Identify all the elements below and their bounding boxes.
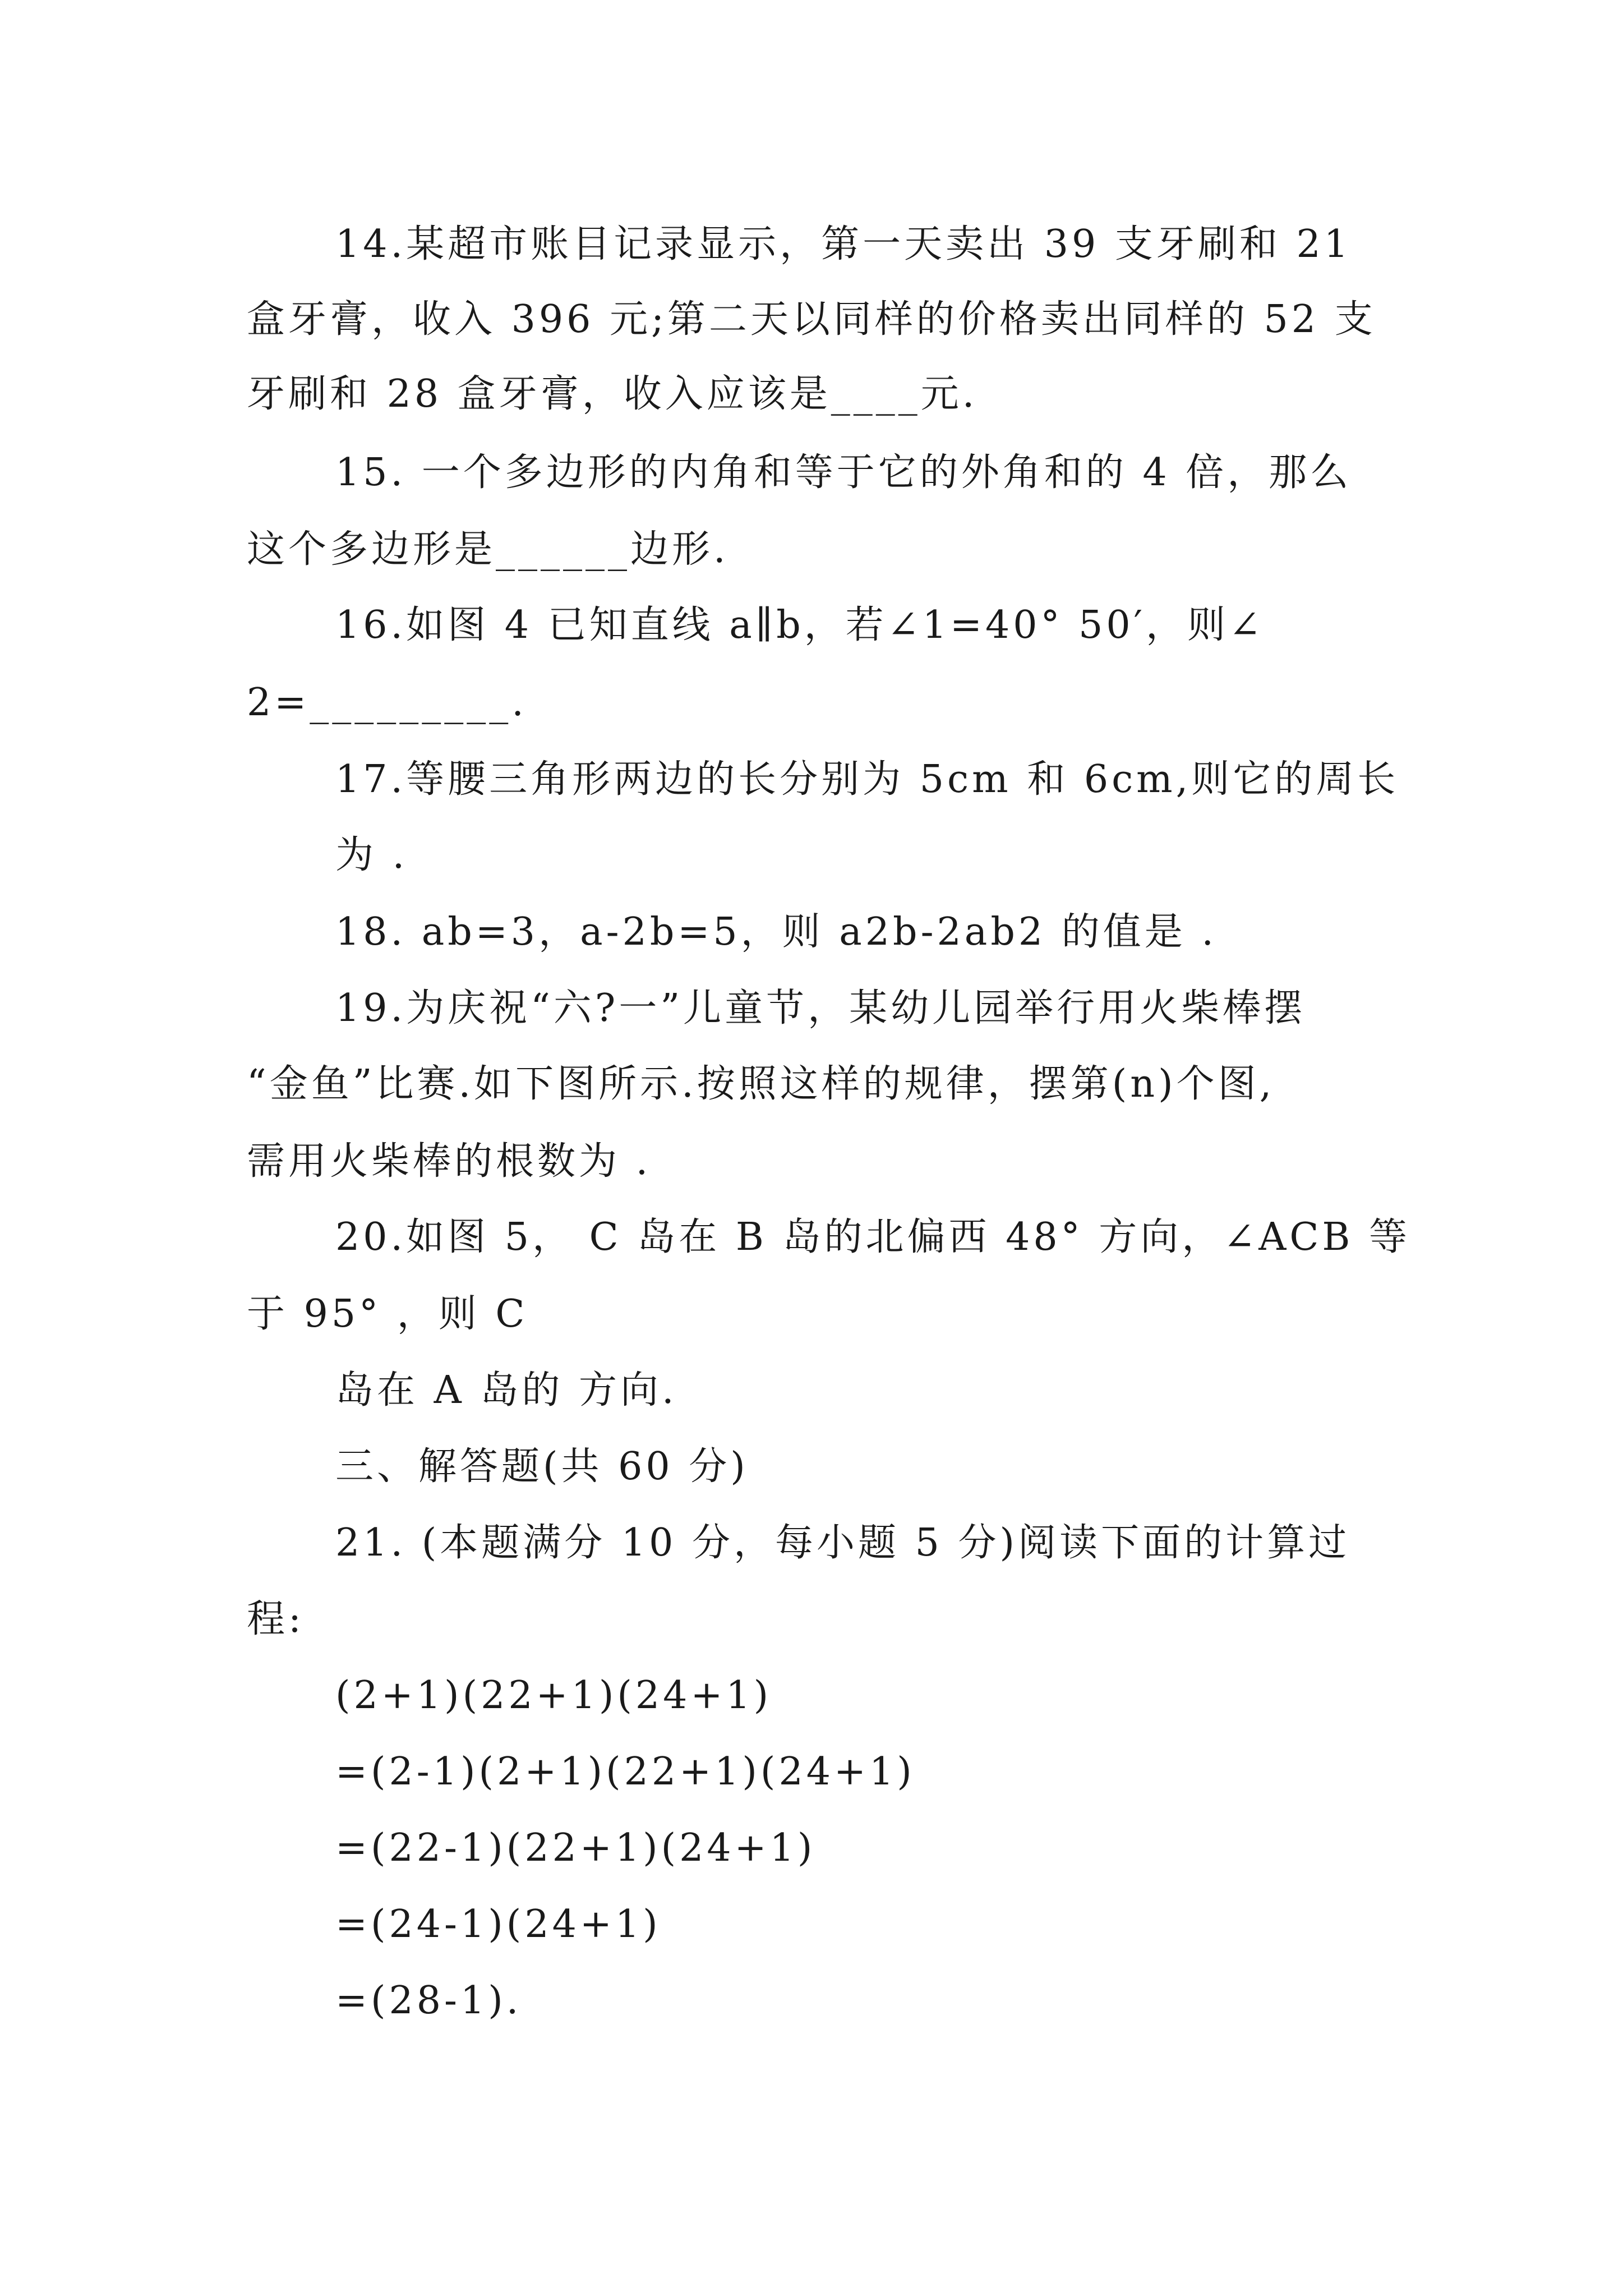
formula-line-4: =(24-1)(24+1) xyxy=(335,1902,661,1947)
text-line-q21-2: 程: xyxy=(247,1597,305,1641)
text-line-q18: 18. ab=3，a-2b=5，则 a2b-2ab2 的值是 . xyxy=(335,910,1217,954)
text-line-q17-1: 17.等腰三角形两边的长分别为 5cm 和 6cm,则它的周长 xyxy=(335,757,1399,802)
text-line-q20-1: 20.如图 5， C 岛在 B 岛的北偏西 48° 方向，∠ACB 等 xyxy=(335,1215,1410,1259)
text-line-q20-2: 于 95° ，则 C xyxy=(247,1292,528,1336)
text-line-q14-3: 牙刷和 28 盒牙膏，收入应该是____元. xyxy=(247,372,978,416)
text-line-q15-1: 15. 一个多边形的内角和等于它的外角和的 4 倍，那么 xyxy=(335,450,1352,495)
text-line-q16-2: 2=_________. xyxy=(247,680,527,725)
formula-line-1: (2+1)(22+1)(24+1) xyxy=(335,1673,772,1718)
text-line-q19-3: 需用火柴棒的根数为 . xyxy=(247,1139,652,1184)
text-line-q14-2: 盒牙膏，收入 396 元;第二天以同样的价格卖出同样的 52 支 xyxy=(247,297,1376,342)
text-line-q19-2: “金鱼”比赛.如下图所示.按照这样的规律，摆第(n)个图, xyxy=(247,1062,1275,1106)
text-line-q19-1: 19.为庆祝“六?一”儿童节，某幼儿园举行用火柴棒摆 xyxy=(335,986,1306,1030)
formula-line-3: =(22-1)(22+1)(24+1) xyxy=(335,1826,816,1870)
text-line-q20-3: 岛在 A 岛的 方向. xyxy=(335,1368,677,1412)
text-line-q14-1: 14.某超市账目记录显示，第一天卖出 39 支牙刷和 21 xyxy=(335,222,1352,266)
text-line-q17-2: 为 . xyxy=(335,833,408,877)
text-line-q16-1: 16.如图 4 已知直线 a∥b，若∠1=40° 50′，则∠ xyxy=(335,603,1265,647)
section-heading: 三、解答题(共 60 分) xyxy=(335,1444,749,1489)
formula-line-5: =(28-1). xyxy=(335,1978,522,2023)
text-line-q15-2: 这个多边形是______边形. xyxy=(247,527,729,572)
formula-line-2: =(2-1)(2+1)(22+1)(24+1) xyxy=(335,1750,915,1794)
text-line-q21-1: 21. (本题满分 10 分，每小题 5 分)阅读下面的计算过 xyxy=(335,1521,1350,1565)
